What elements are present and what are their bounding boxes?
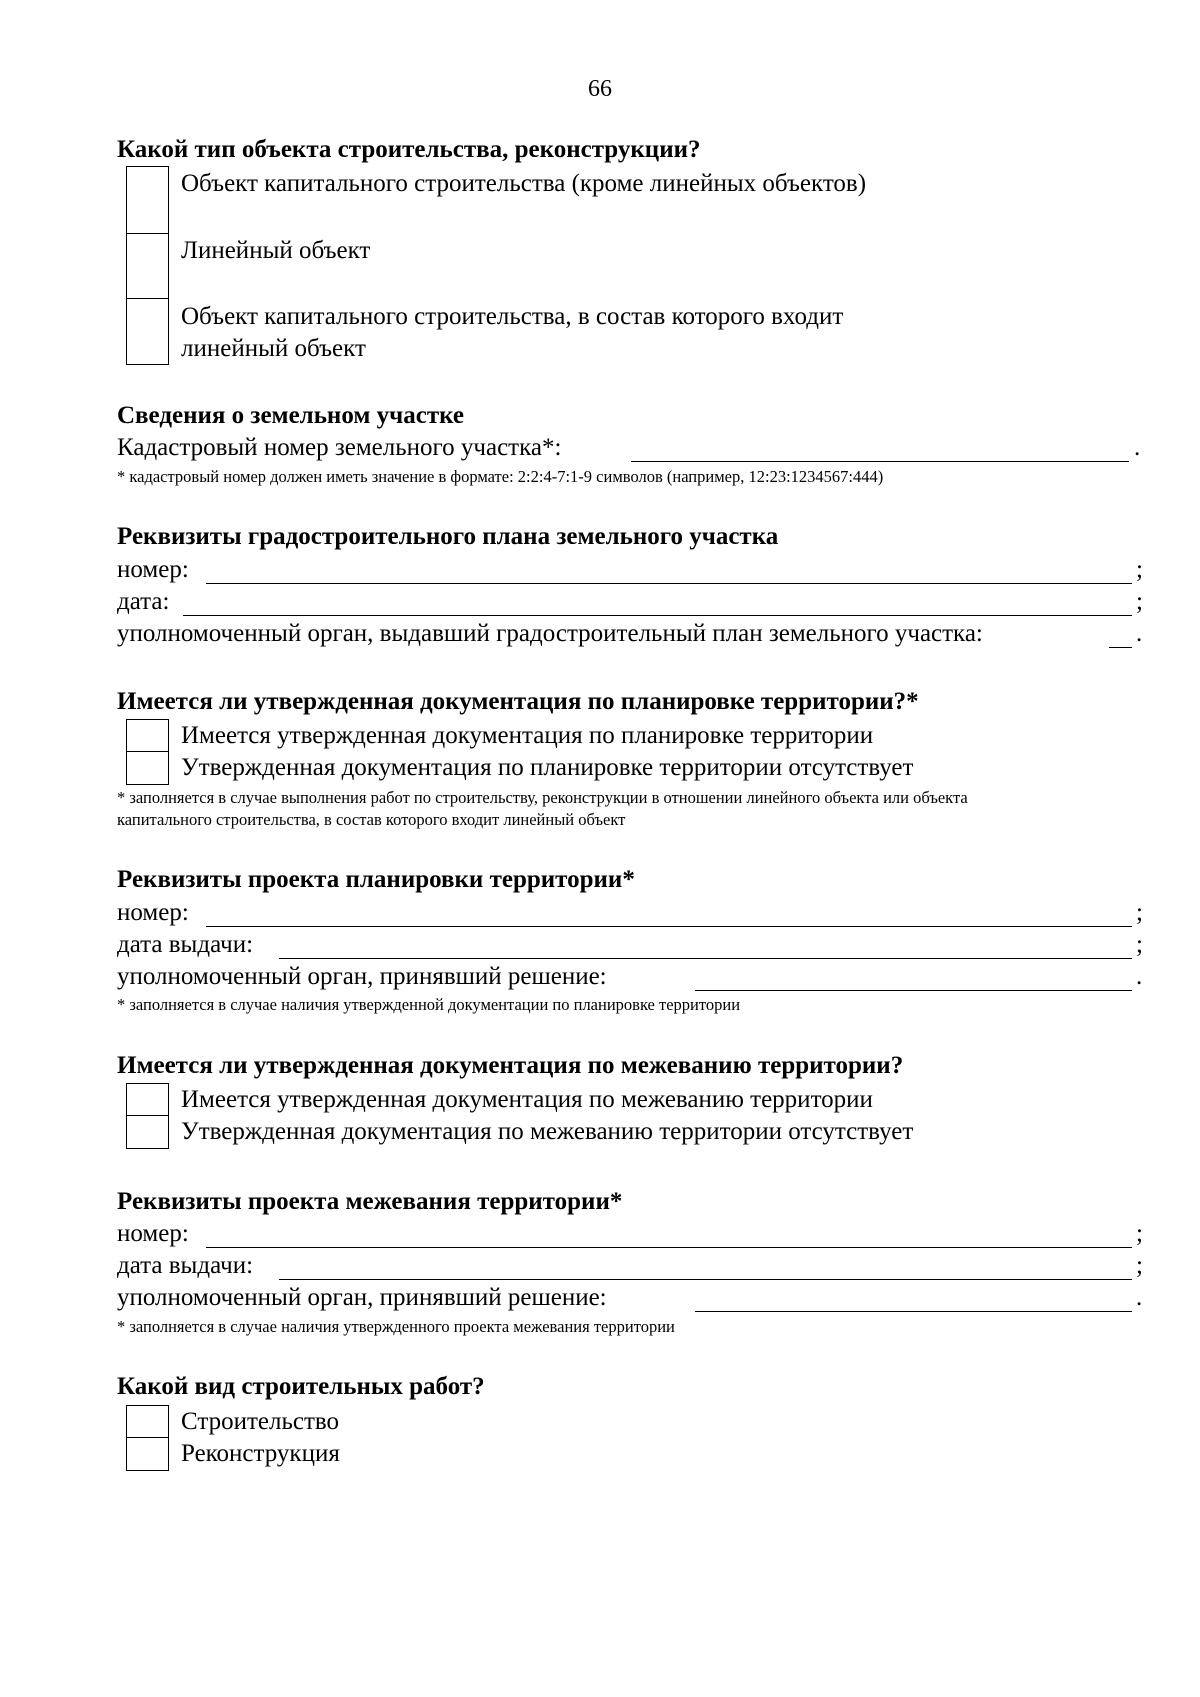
land-plot-heading: Сведения о земельном участке [117,402,464,429]
planning-docs-exists-label: Имеется утвержденная документация по планировке территории [181,722,874,749]
surveying-project-number-input-line[interactable] [206,1247,1132,1248]
urban-plan-authority-end: . [1136,620,1143,647]
page-number: 66 [588,76,612,102]
surveying-project-date-end: ; [1136,1252,1143,1279]
urban-plan-authority-label: уполномоченный орган, выдавший градостроительный план земельного участка: [117,620,983,647]
urban-plan-date-label: дата: [117,588,170,615]
object-type-capital-with-linear-checkbox[interactable] [126,298,169,365]
planning-project-number-field[interactable] [117,897,1147,929]
surveying-docs-exists-label: Имеется утвержденная документация по межеванию территории [181,1086,873,1113]
surveying-project-authority-input-line[interactable] [695,1311,1132,1312]
surveying-project-number-field[interactable] [117,1218,1147,1250]
planning-project-date-end: ; [1136,931,1143,958]
work-type-construction-checkbox[interactable] [126,1405,169,1438]
urban-plan-number-field[interactable] [117,554,1147,586]
surveying-project-authority-end: . [1136,1284,1143,1311]
urban-plan-heading: Реквизиты градостроительного плана земельного участка [117,523,779,550]
planning-docs-absent-label: Утвержденная документация по планировке территории отсутствует [181,754,914,781]
work-type-heading: Какой вид строительных работ? [117,1373,485,1400]
planning-project-date-label: дата выдачи: [117,931,254,958]
planning-docs-absent-checkbox[interactable] [126,751,169,785]
cadastral-number-note: * кадастровый номер должен иметь значение в формате: 2:2:4-7:1-9 символов (например, 12:23:1234567:444) [117,467,884,486]
planning-project-authority-label: уполномоченный орган, принявший решение: [117,963,607,990]
object-type-heading: Какой тип объекта строительства, реконструкции? [117,136,701,163]
surveying-project-date-label: дата выдачи: [117,1252,254,1279]
urban-plan-number-label: номер: [117,556,189,583]
object-type-linear-checkbox[interactable] [126,233,169,299]
planning-project-date-input-line[interactable] [279,958,1132,959]
planning-project-number-end: ; [1136,899,1143,926]
planning-project-heading: Реквизиты проекта планировки территории* [117,866,635,893]
surveying-project-number-label: номер: [117,1220,189,1247]
surveying-project-number-end: ; [1136,1220,1143,1247]
object-type-capital-checkbox[interactable] [126,166,169,234]
cadastral-number-input-line[interactable] [631,461,1129,462]
urban-plan-number-input-line[interactable] [206,583,1132,584]
surveying-project-date-input-line[interactable] [279,1279,1132,1280]
surveying-docs-heading: Имеется ли утвержденная документация по межеванию территории? [117,1052,904,1079]
object-type-capital-with-linear-label-line2: линейный объект [181,335,366,362]
surveying-docs-absent-label: Утвержденная документация по межеванию территории отсутствует [181,1118,914,1145]
surveying-project-heading: Реквизиты проекта межевания территории* [117,1188,623,1215]
cadastral-number-end: . [1134,434,1141,461]
surveying-docs-exists-checkbox[interactable] [126,1083,169,1116]
cadastral-number-field[interactable] [117,432,1147,464]
planning-docs-heading: Имеется ли утвержденная документация по планировке территории?* [117,688,919,715]
work-type-reconstruction-checkbox[interactable] [126,1437,169,1471]
work-type-reconstruction-label: Реконструкция [181,1440,340,1467]
cadastral-number-label: Кадастровый номер земельного участка*: [117,434,562,461]
object-type-capital-label: Объект капитального строительства (кроме линейных объектов) [181,170,867,197]
urban-plan-authority-input-line[interactable] [1109,647,1132,648]
urban-plan-date-field[interactable] [117,586,1147,618]
planning-docs-note-line2: капитального строительства, в состав которого входит линейный объект [117,810,626,829]
surveying-project-authority-field[interactable] [117,1282,1147,1314]
surveying-docs-absent-checkbox[interactable] [126,1115,169,1149]
surveying-project-authority-label: уполномоченный орган, принявший решение: [117,1284,607,1311]
planning-project-authority-field[interactable] [117,961,1147,993]
planning-project-authority-input-line[interactable] [695,990,1132,991]
planning-project-note: * заполняется в случае наличия утвержденной документации по планировке территории [117,995,741,1014]
work-type-construction-label: Строительство [181,1408,340,1435]
planning-project-number-label: номер: [117,899,189,926]
urban-plan-number-end: ; [1136,556,1143,583]
urban-plan-date-input-line[interactable] [183,615,1132,616]
urban-plan-authority-field[interactable] [117,618,1147,650]
planning-docs-exists-checkbox[interactable] [126,719,169,752]
planning-project-date-field[interactable] [117,929,1147,961]
object-type-capital-with-linear-label-line1: Объект капитального строительства, в состав которого входит [181,303,844,330]
planning-project-number-input-line[interactable] [206,926,1132,927]
object-type-linear-label: Линейный объект [181,237,371,264]
surveying-project-date-field[interactable] [117,1250,1147,1282]
planning-docs-note-line1: * заполняется в случае выполнения работ по строительству, реконструкции в отношении линейного объекта или объекта [117,788,968,807]
planning-project-authority-end: . [1136,963,1143,990]
surveying-project-note: * заполняется в случае наличия утвержденного проекта межевания территории [117,1317,675,1336]
urban-plan-date-end: ; [1136,588,1143,615]
